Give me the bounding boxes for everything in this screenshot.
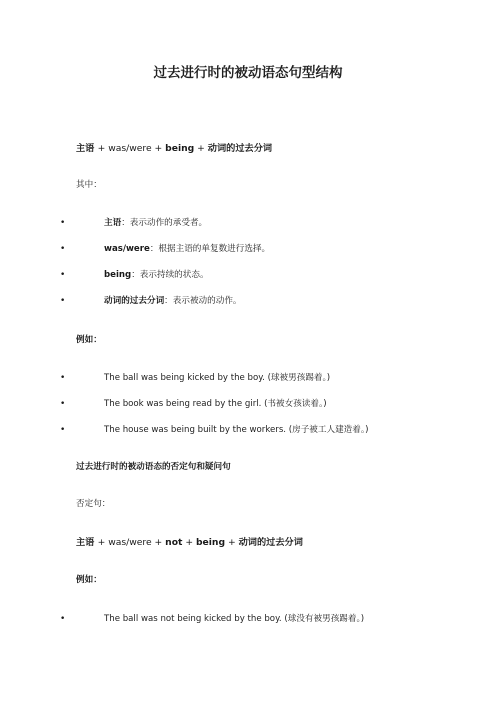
- negative-label: 否定句：: [76, 499, 111, 509]
- formula-negative: [76, 538, 303, 547]
- bullet: •: [60, 373, 66, 383]
- formula-participle: 动词的过去分词: [207, 143, 273, 154]
- definition-desc: ：根据主语的单复数进行选择。: [149, 244, 271, 254]
- formula-participle: 动词的过去分词: [238, 537, 303, 548]
- formula-plus: +: [225, 537, 239, 548]
- page-title: 过去进行时的被动语态句型结构: [153, 65, 343, 81]
- formula-not: not: [165, 537, 183, 548]
- example-sentence: The ball was not being kicked by the boy. (球没有被男孩踢着。): [104, 614, 365, 624]
- section-heading: 过去进行时的被动语态的否定句和疑问句: [76, 462, 231, 472]
- definition-term: was/were: [104, 244, 150, 254]
- formula-subject: 主语: [76, 143, 95, 154]
- bullet: •: [60, 270, 66, 280]
- definition-term: 动词的过去分词: [104, 296, 165, 306]
- definition-desc: ：表示动作的承受者。: [121, 218, 208, 228]
- bullet: •: [60, 614, 66, 624]
- formula-affirmative: [76, 144, 272, 153]
- definition-item: [104, 271, 209, 280]
- bullet: •: [60, 296, 66, 306]
- example-label: 例如：: [76, 335, 102, 345]
- among-label: 其中：: [76, 180, 102, 190]
- example-sentence: The book was being read by the girl. (书被女孩读着。): [104, 399, 327, 409]
- bullet: •: [60, 218, 66, 228]
- formula-being: being: [195, 537, 226, 548]
- definition-item: [104, 245, 270, 254]
- definition-term: being: [104, 270, 132, 280]
- example-sentence: The ball was being kicked by the boy. (球被男孩踢着。): [104, 373, 331, 383]
- example-sentence: The house was being built by the workers. (房子被工人建造着。): [104, 425, 369, 435]
- example-label: 例如：: [76, 575, 102, 585]
- formula-being: being: [165, 143, 195, 154]
- definition-term: 主语: [104, 218, 122, 228]
- formula-plus: +: [182, 537, 196, 548]
- definition-desc: ：表示持续的状态。: [131, 270, 209, 280]
- bullet: •: [60, 425, 66, 435]
- formula-was-were: + was/were +: [97, 143, 166, 154]
- definition-desc: ：表示被动的动作。: [164, 296, 242, 306]
- definition-item: [104, 297, 242, 306]
- formula-was-were: + was/were +: [97, 537, 166, 548]
- bullet: •: [60, 244, 66, 254]
- formula-plus: +: [194, 143, 208, 154]
- bullet: •: [60, 399, 66, 409]
- formula-subject: 主语: [76, 537, 95, 548]
- definition-item: [104, 219, 207, 228]
